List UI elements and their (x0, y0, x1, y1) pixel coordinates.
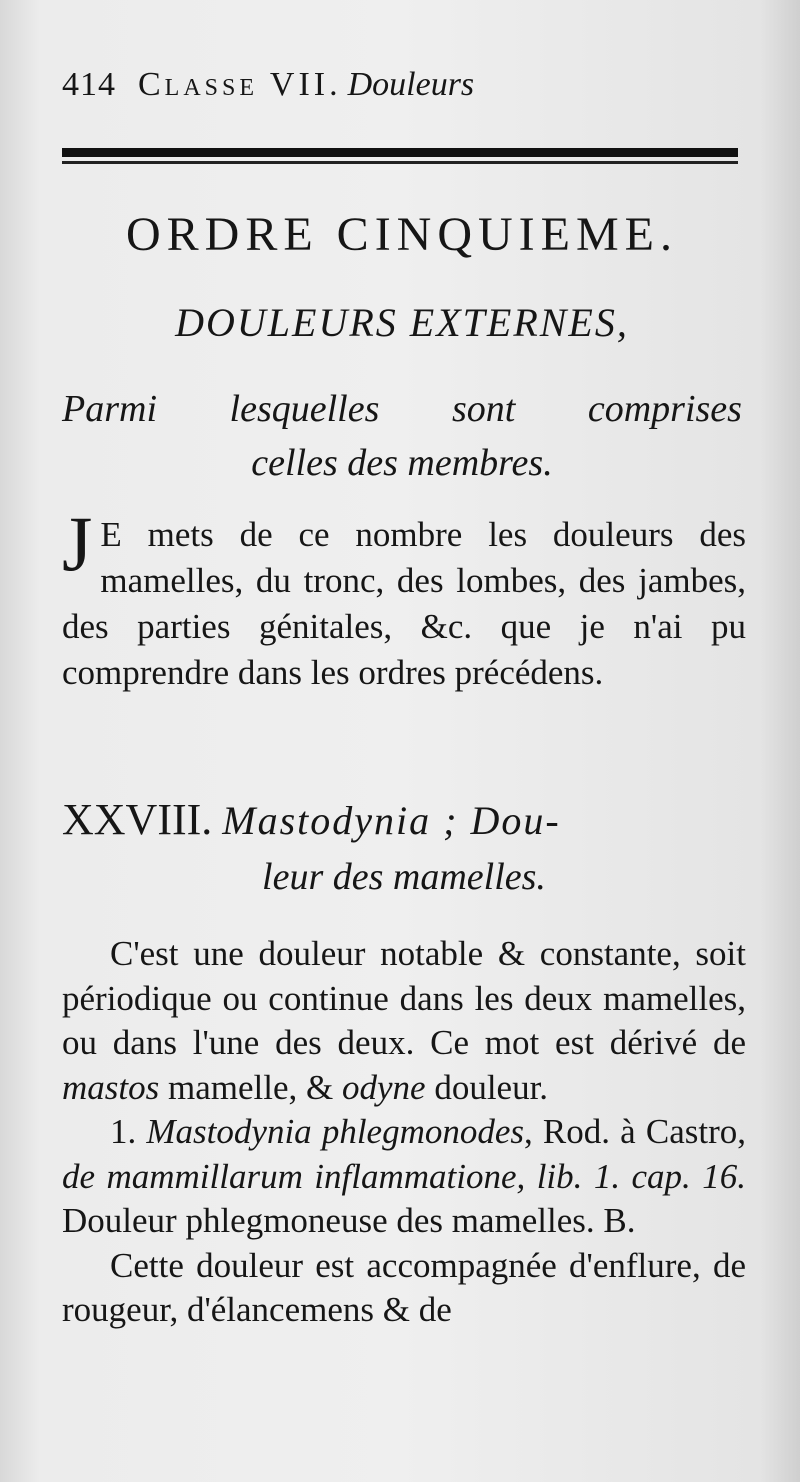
drop-cap: J (62, 500, 93, 587)
italic-term: mastos (62, 1067, 160, 1107)
text-run: Douleur phlegmoneuse des mamelles. B. (62, 1201, 636, 1240)
section-description (62, 382, 742, 490)
intro-text: E mets de ce nombre les douleurs des mamelles, du tronc, des lombes, des jambes, des parties génitales, &c. que je n'ai pu comprendre dans les ordres précédens. (62, 515, 746, 692)
text-run: mamelle, & (159, 1067, 342, 1107)
text-run: douleur. (425, 1067, 549, 1107)
description-word: Parmi (62, 388, 157, 430)
order-title: ORDRE CINQUIEME. (126, 208, 678, 261)
description-word: lesquelles (229, 388, 380, 430)
section-subtitle: DOULEURS EXTERNES, (175, 300, 629, 345)
text-run: , Rod. à Castro, (524, 1112, 746, 1151)
description-line-1 (62, 382, 742, 436)
italic-term: Mastodynia phlegmonodes (146, 1112, 525, 1151)
entry-heading (62, 792, 746, 905)
intro-paragraph (62, 500, 746, 696)
body-paragraph: Cette douleur est accompagnée d'enflure, de rougeur, d'élancemens & de (62, 1245, 746, 1329)
text-run: C'est une douleur notable & constante, soit périodique ou continue dans les deux mamelles, ou dans l'une des deux. Ce mot est dérivé de (62, 934, 746, 1062)
class-label: Classe VII. (138, 66, 342, 103)
body-paragraph (62, 932, 746, 1110)
entry-body (62, 932, 746, 1333)
header-rule-thin (62, 161, 738, 164)
description-word: comprises (587, 388, 742, 430)
description-word: sont (451, 388, 516, 430)
running-head (62, 60, 742, 110)
italic-term: odyne (341, 1067, 426, 1107)
header-rule-thick (62, 148, 738, 157)
text-run: 1. (110, 1112, 147, 1151)
entry-heading-line-1 (62, 792, 746, 849)
running-head-topic: Douleurs (347, 66, 475, 103)
description-line-2: celles des membres. (251, 442, 553, 484)
entry-latin-name: Mastodynia ; Dou- (222, 798, 561, 843)
page-number: 414 (62, 66, 116, 103)
entry-number: XXVIII. (62, 795, 213, 844)
entry-french-name: leur des mamelles. (262, 856, 546, 898)
italic-citation: de mammillarum inflammatione, lib. 1. cap. 16. (62, 1156, 746, 1196)
body-paragraph (62, 1110, 746, 1244)
